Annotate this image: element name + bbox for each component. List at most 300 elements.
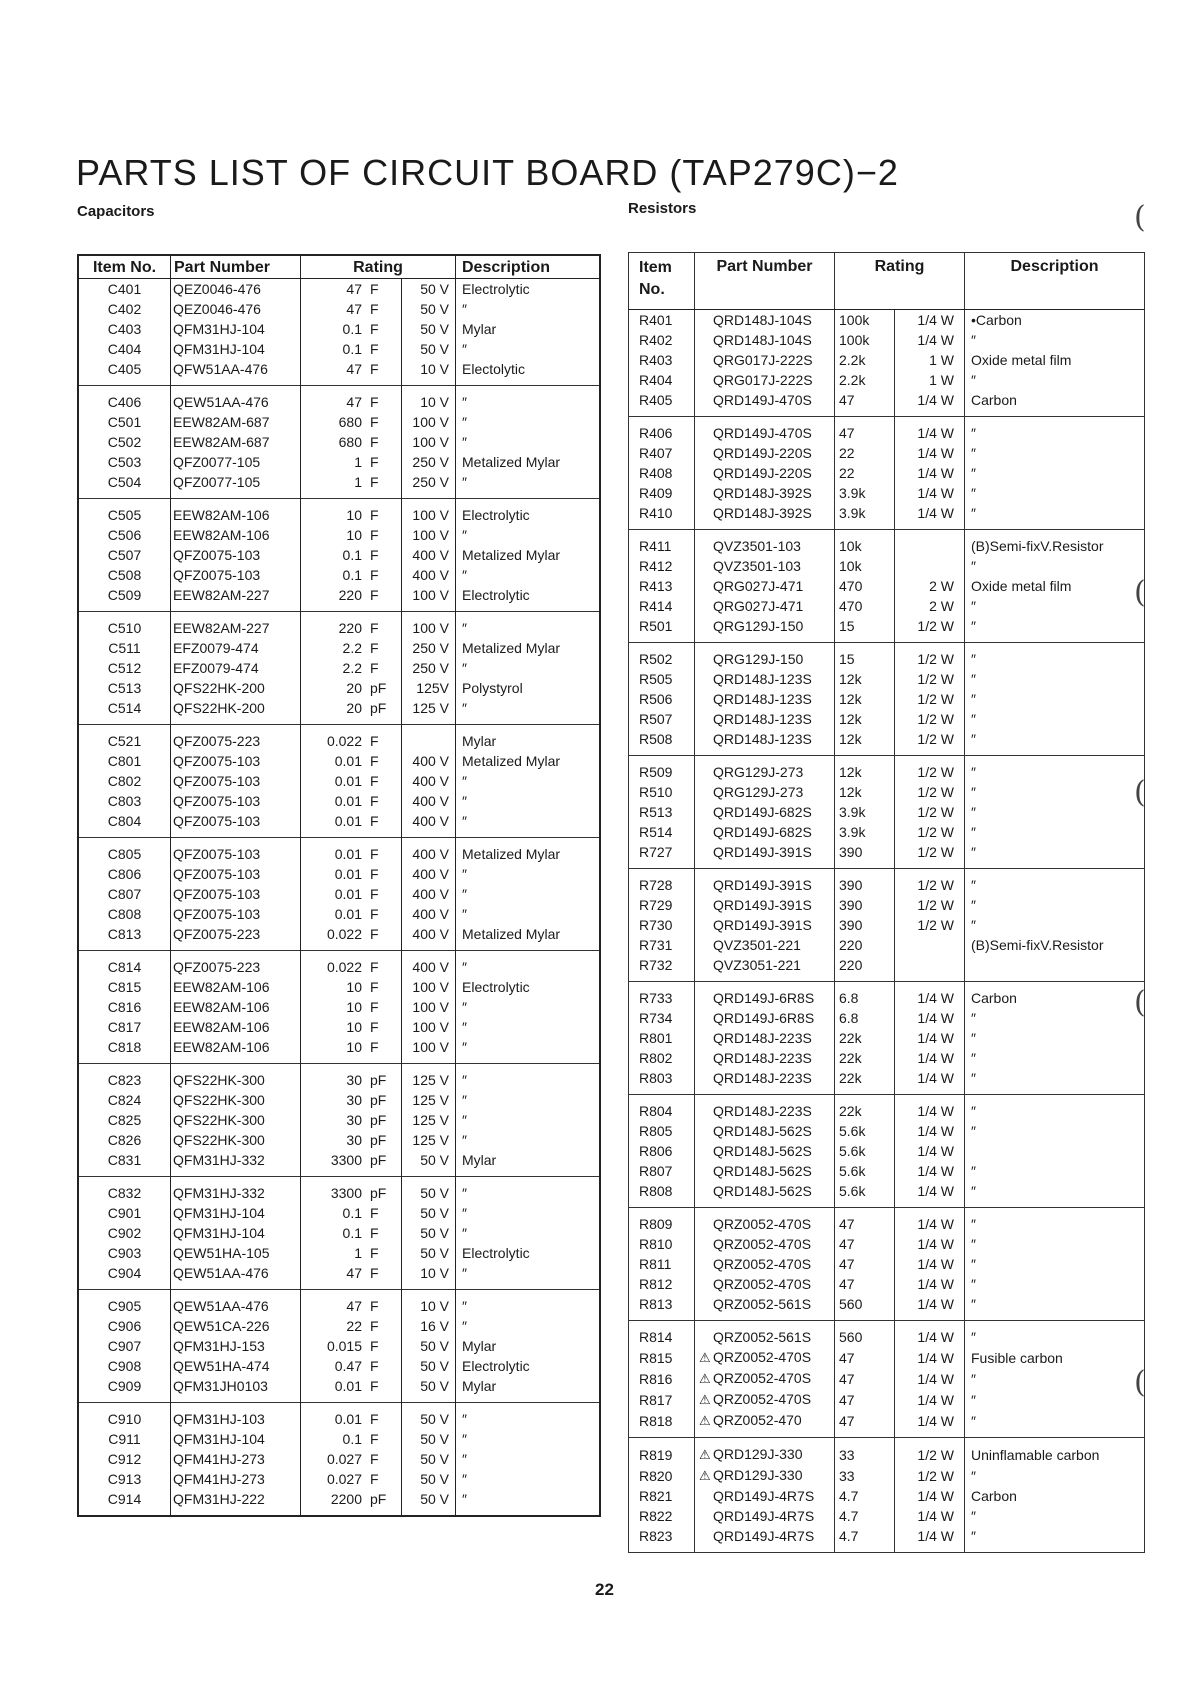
- rating-value: 47: [835, 1274, 895, 1294]
- description: ″: [965, 756, 1145, 783]
- part-number: QFM31HJ-104: [171, 1203, 301, 1223]
- rating-wattage: 1/4 W: [895, 1254, 965, 1274]
- rating-voltage: [402, 725, 456, 752]
- description: ″: [971, 332, 976, 348]
- description: ″: [462, 341, 467, 357]
- part-number: QFM31HJ-222: [171, 1489, 301, 1516]
- table-row: [629, 1347, 1145, 1368]
- table-row: [629, 1254, 1145, 1274]
- part-number: QRZ0052-470S: [713, 1349, 812, 1365]
- capacitor-group: [78, 386, 600, 499]
- header-rating: Rating: [835, 253, 965, 310]
- rating-wattage: 1/4 W: [895, 503, 965, 530]
- table-row: [629, 1389, 1145, 1410]
- part-number: QRD129J-330: [713, 1467, 803, 1483]
- rating-wattage: 1/2 W: [895, 756, 965, 783]
- item-no: C513: [78, 678, 171, 698]
- rating-unit: F: [366, 811, 402, 838]
- rating-voltage: 50 V: [402, 1336, 456, 1356]
- table-row: [78, 1090, 600, 1110]
- table-row: [78, 638, 600, 658]
- table-row: [629, 1121, 1145, 1141]
- part-number: QRD149J-4R7S: [713, 1528, 815, 1544]
- rating-unit: F: [366, 638, 402, 658]
- capacitors-table: [77, 254, 601, 1517]
- part-number-cell: [695, 1254, 835, 1274]
- item-no: R509: [629, 756, 695, 783]
- part-number-cell: [695, 417, 835, 444]
- rating-wattage: 1/2 W: [895, 782, 965, 802]
- part-number: QRD149J-391S: [713, 877, 812, 893]
- item-no: C802: [78, 771, 171, 791]
- part-number: QRD148J-223S: [713, 1030, 812, 1046]
- margin-bracket-mark: (: [1134, 985, 1146, 1020]
- rating-value: 15: [835, 616, 895, 643]
- rating-wattage: 1/4 W: [895, 463, 965, 483]
- rating-voltage: 250 V: [402, 658, 456, 678]
- item-no: C905: [78, 1290, 171, 1317]
- rating-value: 0.1: [342, 1205, 362, 1221]
- rating-voltage: 50 V: [402, 339, 456, 359]
- item-no: C813: [78, 924, 171, 951]
- rating-voltage: 100 V: [402, 977, 456, 997]
- item-no: C801: [78, 751, 171, 771]
- part-number: QFZ0075-103: [171, 864, 301, 884]
- rating-value: 33: [835, 1465, 895, 1486]
- margin-bracket-mark: (: [1134, 200, 1146, 235]
- part-number: QRD149J-391S: [713, 844, 812, 860]
- table-row: [78, 811, 600, 838]
- item-no: C816: [78, 997, 171, 1017]
- table-row: [629, 709, 1145, 729]
- rating-wattage: 1/4 W: [895, 310, 965, 331]
- part-number-cell: [695, 556, 835, 576]
- description: Electrolytic: [462, 1358, 530, 1374]
- resistor-group: [629, 643, 1145, 756]
- item-no: R409: [629, 483, 695, 503]
- part-number: QRD148J-223S: [713, 1070, 812, 1086]
- rating-unit: F: [366, 585, 402, 612]
- part-number: EFZ0079-474: [171, 638, 301, 658]
- part-number: QFZ0075-103: [171, 884, 301, 904]
- description: ″: [462, 1019, 467, 1035]
- rating-wattage: 1/4 W: [895, 1526, 965, 1553]
- part-number: QRZ0052-470S: [713, 1216, 812, 1232]
- part-number: QRD149J-220S: [713, 465, 812, 481]
- item-no: R410: [629, 503, 695, 530]
- table-row: [78, 751, 600, 771]
- rating-value: 0.01: [334, 813, 362, 829]
- rating-value: 47: [835, 1368, 895, 1389]
- table-row: [629, 576, 1145, 596]
- resistors-section-label: Resistors: [628, 200, 697, 217]
- part-number: QRD148J-392S: [713, 505, 812, 521]
- description: ″: [971, 824, 976, 840]
- resistor-group: [629, 1095, 1145, 1208]
- part-number-cell: [695, 1274, 835, 1294]
- description: ″: [971, 485, 976, 501]
- rating-unit: F: [366, 771, 402, 791]
- rating-value: 0.01: [334, 793, 362, 809]
- description: ″: [971, 1256, 976, 1272]
- table-row: [629, 616, 1145, 643]
- rating-value: 47: [835, 1254, 895, 1274]
- rating-voltage: 125V: [402, 678, 456, 698]
- part-number-cell: [695, 1438, 835, 1466]
- table-row: [78, 545, 600, 565]
- rating-value: 47: [835, 1234, 895, 1254]
- rating-unit: F: [366, 1037, 402, 1064]
- item-no: C805: [78, 838, 171, 865]
- description: ″: [971, 711, 976, 727]
- item-no: R805: [629, 1121, 695, 1141]
- part-number: QRZ0052-470S: [713, 1236, 812, 1252]
- rating-unit: F: [366, 359, 402, 386]
- rating-wattage: 1/2 W: [895, 729, 965, 756]
- rating-value: 0.01: [301, 838, 367, 865]
- rating-value: 12k: [835, 756, 895, 783]
- table-row: [78, 319, 600, 339]
- item-no: R814: [629, 1321, 695, 1348]
- rating-value: 680: [338, 434, 362, 450]
- part-number: QFS22HK-200: [171, 678, 301, 698]
- rating-voltage: 50 V: [402, 1449, 456, 1469]
- part-number: QFM31JH0103: [171, 1376, 301, 1403]
- part-number: QRG129J-150: [713, 651, 804, 667]
- part-number-cell: [695, 643, 835, 670]
- header-item-no: Item No.: [78, 255, 171, 279]
- rating-voltage: 16 V: [402, 1316, 456, 1336]
- part-number-cell: [695, 756, 835, 783]
- description: ″: [456, 951, 601, 978]
- rating-value: 30: [301, 1064, 367, 1091]
- rating-value: 3.9k: [835, 483, 895, 503]
- rating-value: 0.1: [342, 567, 362, 583]
- description: ″: [971, 1412, 976, 1429]
- part-number: QVZ3501-103: [713, 538, 801, 554]
- rating-unit: F: [366, 838, 402, 865]
- description: Electrolytic: [462, 281, 530, 297]
- part-number: QEW51AA-476: [171, 1263, 301, 1290]
- resistor-group: [629, 310, 1145, 417]
- rating-voltage: 400 V: [402, 864, 456, 884]
- part-number: QEZ0046-476: [171, 299, 301, 319]
- rating-voltage: 50 V: [402, 1429, 456, 1449]
- rating-voltage: 100 V: [402, 997, 456, 1017]
- rating-unit: F: [366, 386, 402, 413]
- rating-wattage: 1/4 W: [895, 1048, 965, 1068]
- part-number: QFM31HJ-103: [171, 1403, 301, 1430]
- rating-wattage: 1/4 W: [895, 1141, 965, 1161]
- item-no: C803: [78, 791, 171, 811]
- table-row: [78, 1336, 600, 1356]
- capacitor-group: [78, 1064, 600, 1177]
- table-row: [78, 1403, 600, 1430]
- rating-voltage: 400 V: [402, 904, 456, 924]
- table-row: [629, 310, 1145, 331]
- rating-value: 0.1: [342, 321, 362, 337]
- rating-value: 0.01: [334, 753, 362, 769]
- rating-voltage: 50 V: [402, 299, 456, 319]
- table-row: [78, 452, 600, 472]
- part-number: QVZ3051-221: [713, 957, 801, 973]
- part-number-cell: [695, 483, 835, 503]
- table-row: [629, 869, 1145, 896]
- item-no: C505: [78, 499, 171, 526]
- rating-voltage: 50 V: [402, 1243, 456, 1263]
- rating-value: 3300: [301, 1177, 367, 1204]
- table-row: [629, 1294, 1145, 1321]
- rating-unit: F: [366, 565, 402, 585]
- item-no: R402: [629, 330, 695, 350]
- description: ″: [971, 731, 976, 747]
- item-no: C911: [78, 1429, 171, 1449]
- margin-bracket-mark: (: [1134, 1365, 1146, 1400]
- part-number: QRG027J-471: [713, 578, 804, 594]
- rating-wattage: 1/4 W: [895, 1486, 965, 1506]
- rating-value: 390: [835, 869, 895, 896]
- rating-voltage: 10 V: [402, 1290, 456, 1317]
- rating-voltage: 125 V: [402, 1130, 456, 1150]
- table-row: [629, 1208, 1145, 1235]
- description: ″: [971, 465, 976, 481]
- rating-wattage: 1/4 W: [895, 1181, 965, 1208]
- table-row: [78, 838, 600, 865]
- description: ″: [971, 1370, 976, 1387]
- item-no: R813: [629, 1294, 695, 1321]
- table-row: [629, 330, 1145, 350]
- item-no: R501: [629, 616, 695, 643]
- part-number: QRD148J-562S: [713, 1143, 812, 1159]
- item-no: R811: [629, 1254, 695, 1274]
- table-row: [78, 279, 600, 300]
- rating-value: 680: [338, 414, 362, 430]
- description: ″: [971, 598, 976, 614]
- description: Oxide metal film: [971, 352, 1072, 368]
- rating-unit: F: [366, 1243, 402, 1263]
- rating-value: 47: [835, 1389, 895, 1410]
- description: ″: [462, 1225, 467, 1241]
- part-number: QRZ0052-470: [713, 1412, 802, 1428]
- table-row: [78, 1203, 600, 1223]
- rating-unit: F: [366, 1376, 402, 1403]
- part-number: QRZ0052-470S: [713, 1276, 812, 1292]
- description: Mylar: [462, 1378, 497, 1394]
- item-no: R407: [629, 443, 695, 463]
- item-no: C826: [78, 1130, 171, 1150]
- rating-value: 22: [346, 1318, 362, 1334]
- safety-warning-icon: ⚠: [699, 1371, 711, 1386]
- description: ″: [462, 1265, 467, 1281]
- part-number-cell: [695, 1526, 835, 1553]
- table-row: [78, 864, 600, 884]
- rating-wattage: 1/2 W: [895, 1438, 965, 1466]
- item-no: C506: [78, 525, 171, 545]
- rating-wattage: 1/4 W: [895, 1506, 965, 1526]
- table-row: [629, 463, 1145, 483]
- capacitor-group: [78, 725, 600, 838]
- rating-value: 10k: [835, 530, 895, 557]
- rating-value: 470: [835, 596, 895, 616]
- rating-voltage: 125 V: [402, 1110, 456, 1130]
- rating-wattage: 1/4 W: [895, 1008, 965, 1028]
- description: ″: [971, 1528, 976, 1544]
- safety-warning-icon: ⚠: [699, 1350, 711, 1365]
- item-no: R819: [629, 1438, 695, 1466]
- item-no: R403: [629, 350, 695, 370]
- description: ″: [456, 612, 601, 639]
- description: ″: [965, 1095, 1145, 1122]
- rating-value: 20: [346, 700, 362, 716]
- description: ″: [965, 417, 1145, 444]
- item-no: C503: [78, 452, 171, 472]
- rating-wattage: 1/4 W: [895, 1368, 965, 1389]
- item-no: R413: [629, 576, 695, 596]
- description: ″: [971, 618, 976, 634]
- table-row: [629, 1438, 1145, 1466]
- part-number-cell: [695, 330, 835, 350]
- part-number: QRZ0052-561S: [713, 1296, 812, 1312]
- part-number: QEW51HA-474: [171, 1356, 301, 1376]
- part-number: QFZ0075-103: [171, 904, 301, 924]
- rating-voltage: 100 V: [402, 1037, 456, 1064]
- table-row: [629, 1506, 1145, 1526]
- description: Polystyrol: [462, 680, 523, 696]
- rating-voltage: 400 V: [402, 751, 456, 771]
- description: ″: [971, 1123, 976, 1139]
- description: Electrolytic: [462, 587, 530, 603]
- table-row: [78, 904, 600, 924]
- description: ″: [971, 691, 976, 707]
- part-number: QRZ0052-561S: [713, 1329, 812, 1345]
- rating-wattage: 1/2 W: [895, 822, 965, 842]
- part-number-cell: [695, 895, 835, 915]
- table-row: [78, 1290, 600, 1317]
- part-number-cell: [695, 1121, 835, 1141]
- capacitor-group: [78, 1403, 600, 1517]
- description: ″: [456, 1177, 601, 1204]
- rating-wattage: 1/2 W: [895, 689, 965, 709]
- part-number: QFS22HK-300: [171, 1090, 301, 1110]
- part-number: QEW51HA-105: [171, 1243, 301, 1263]
- description: Electrolytic: [462, 1245, 530, 1261]
- part-number: QRD148J-562S: [713, 1163, 812, 1179]
- rating-unit: F: [366, 977, 402, 997]
- description: ″: [971, 917, 976, 933]
- table-row: [629, 596, 1145, 616]
- capacitor-group: [78, 1290, 600, 1403]
- part-number: QRD149J-4R7S: [713, 1508, 815, 1524]
- item-no: R806: [629, 1141, 695, 1161]
- rating-wattage: 1/2 W: [895, 616, 965, 643]
- rating-value: 22k: [835, 1095, 895, 1122]
- part-number: QEZ0046-476: [171, 279, 301, 300]
- rating-value: 47: [346, 301, 362, 317]
- table-row: [629, 669, 1145, 689]
- header-description: Description: [456, 255, 601, 279]
- rating-wattage: 2 W: [895, 596, 965, 616]
- description: [965, 1141, 1145, 1161]
- rating-value: 22: [835, 443, 895, 463]
- part-number: QRZ0052-470S: [713, 1256, 812, 1272]
- rating-wattage: 1/4 W: [895, 1161, 965, 1181]
- description: ″: [462, 773, 467, 789]
- rating-value: 5.6k: [835, 1121, 895, 1141]
- description: ″: [462, 1491, 467, 1507]
- part-number: EEW82AM-227: [171, 612, 301, 639]
- part-number: QRZ0052-470S: [713, 1370, 812, 1386]
- rating-value: 390: [835, 915, 895, 935]
- part-number-cell: [695, 1389, 835, 1410]
- table-row: [629, 842, 1145, 869]
- rating-unit: pF: [366, 678, 402, 698]
- part-number: QFZ0075-103: [171, 565, 301, 585]
- rating-unit: F: [366, 1449, 402, 1469]
- header-item-no: Item No.: [629, 253, 695, 310]
- item-no: C909: [78, 1376, 171, 1403]
- rating-voltage: 125 V: [402, 1090, 456, 1110]
- rating-value: 1: [354, 454, 362, 470]
- description: ″: [462, 1451, 467, 1467]
- item-no: R808: [629, 1181, 695, 1208]
- rating-value: 0.1: [342, 1225, 362, 1241]
- rating-wattage: [895, 556, 965, 576]
- rating-wattage: 1/2 W: [895, 1465, 965, 1486]
- item-no: R733: [629, 982, 695, 1009]
- rating-wattage: 1/4 W: [895, 1389, 965, 1410]
- description: Fusible carbon: [971, 1349, 1063, 1366]
- table-row: [629, 1368, 1145, 1389]
- table-row: [629, 1410, 1145, 1438]
- item-no: R412: [629, 556, 695, 576]
- item-no: R802: [629, 1048, 695, 1068]
- table-row: [629, 1465, 1145, 1486]
- rating-value: 47: [346, 281, 362, 297]
- rating-value: 33: [835, 1438, 895, 1466]
- rating-value: 47: [835, 1347, 895, 1368]
- part-number-cell: [695, 310, 835, 331]
- rating-voltage: 400 V: [402, 545, 456, 565]
- description: ″: [462, 1431, 467, 1447]
- item-no: C502: [78, 432, 171, 452]
- part-number: QRZ0052-470S: [713, 1391, 812, 1407]
- table-row: [629, 1141, 1145, 1161]
- table-row: [629, 1321, 1145, 1348]
- rating-unit: F: [366, 1429, 402, 1449]
- rating-value: 15: [835, 643, 895, 670]
- rating-value: 10: [346, 1019, 362, 1035]
- rating-unit: F: [366, 791, 402, 811]
- part-number-cell: [695, 1068, 835, 1095]
- rating-wattage: 1/2 W: [895, 915, 965, 935]
- part-number: QRD149J-391S: [713, 897, 812, 913]
- rating-voltage: 100 V: [402, 432, 456, 452]
- table-row: [629, 729, 1145, 756]
- table-row: [78, 499, 600, 526]
- table-row: [78, 432, 600, 452]
- description: Mylar: [462, 1152, 497, 1168]
- safety-warning-icon: ⚠: [699, 1392, 711, 1407]
- part-number: QRD129J-330: [713, 1446, 803, 1462]
- description: ″: [462, 1039, 467, 1055]
- rating-value: 5.6k: [835, 1141, 895, 1161]
- table-row: [629, 556, 1145, 576]
- rating-unit: F: [366, 545, 402, 565]
- rating-unit: F: [366, 1263, 402, 1290]
- rating-value: 220: [301, 612, 367, 639]
- rating-unit: F: [366, 339, 402, 359]
- description: ″: [462, 567, 467, 583]
